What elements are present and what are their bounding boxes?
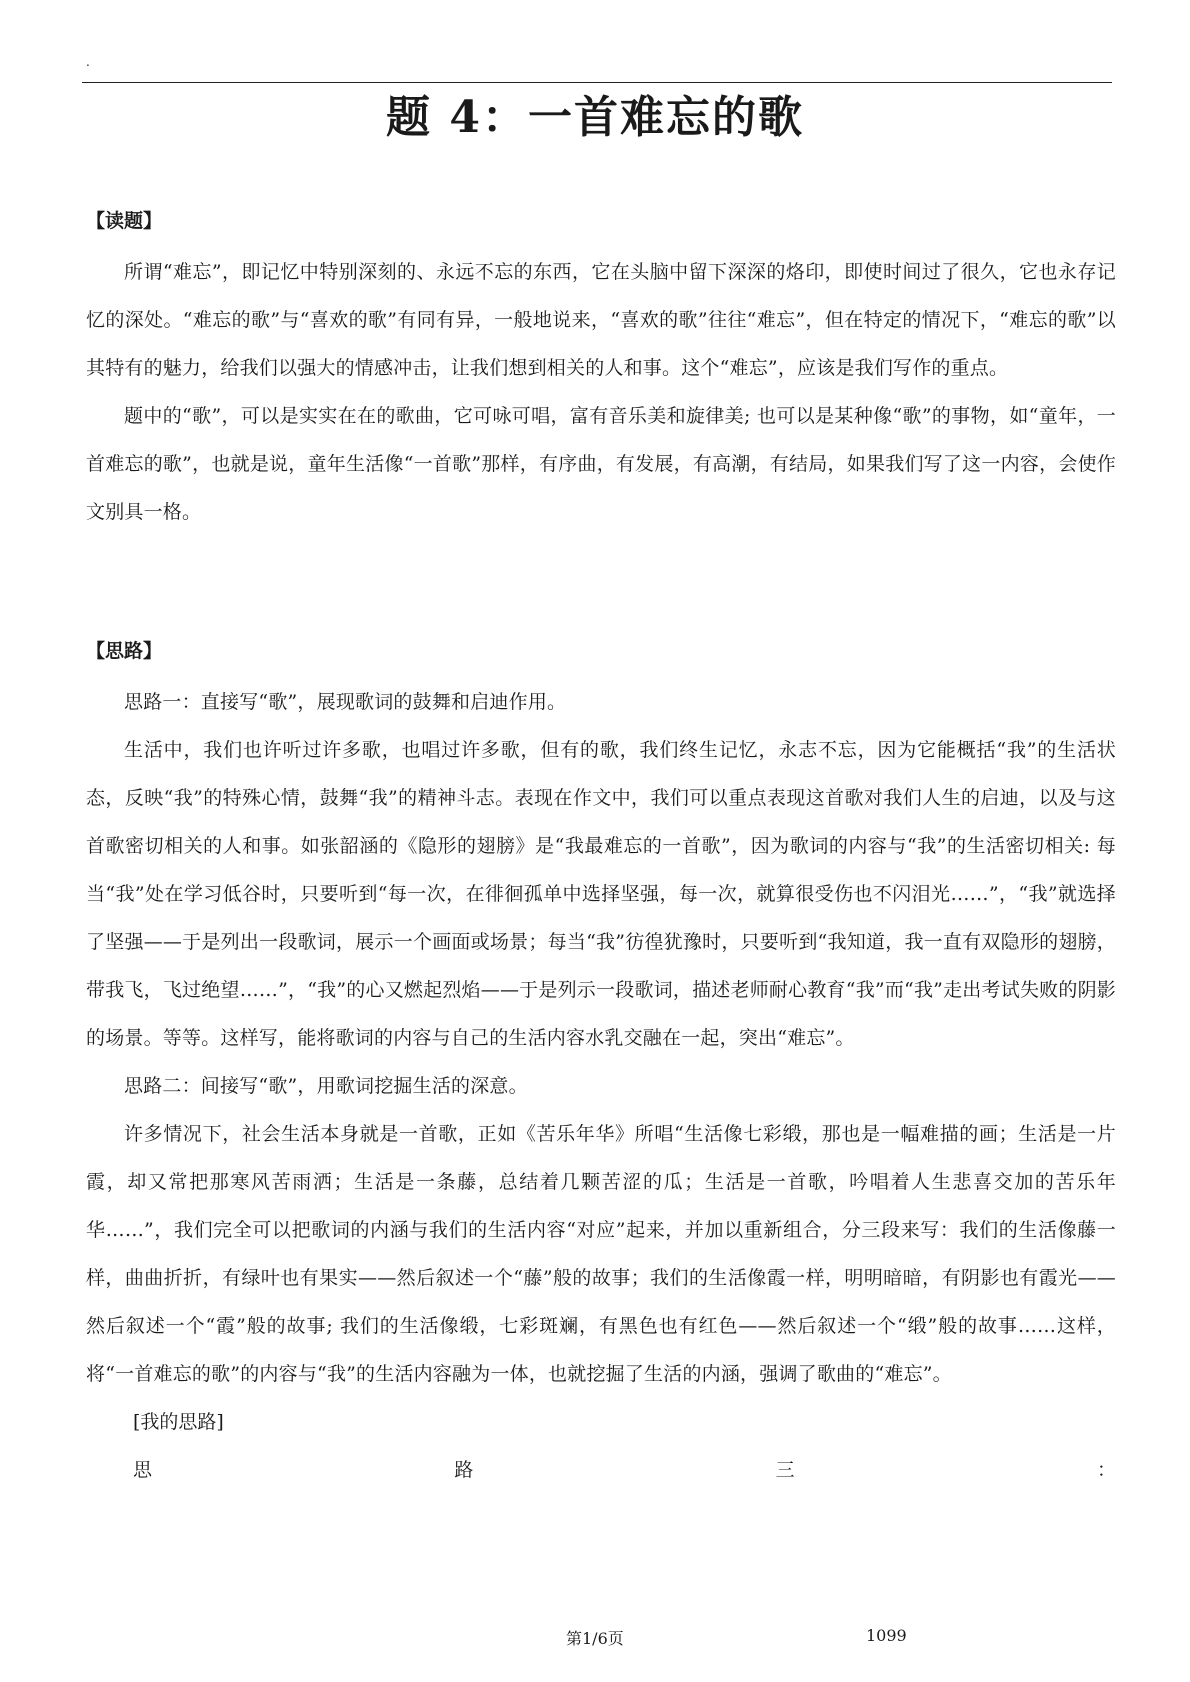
- header-mark: .: [86, 55, 90, 69]
- think-paragraph-4: 许多情况下，社会生活本身就是一首歌，正如《苦乐年华》所唱“生活像七彩缎，那也是一幅难描的画；生活是一片霞，却又常把那寒风苦雨洒；生活是一条藤，总结着几颗苦涩的瓜；生活是一首歌，吟唱着人生悲喜交加的苦乐年华……”，我们完全可以把歌词的内涵与我们的生活内容“对应”起来，并加以重新组合，分三段来写：我们的生活像藤一样，曲曲折折，有绿叶也有果实——然后叙述一个“藤”般的故事；我们的生活像霞一样，明明暗暗，有阴影也有霞光——然后叙述一个“霞”般的故事; 我们的生活像缎，七彩斑斓，有黑色也有红色——然后叙述一个“缎”般的故事……这样，将“一首难忘的歌”的内容与“我”的生活内容融为一体，也就挖掘了生活的内涵，强调了歌曲的“难忘”。: [86, 1123, 1116, 1385]
- read-heading: 【读题】: [86, 210, 163, 232]
- header-rule: [82, 82, 1112, 83]
- read-section: [86, 208, 1116, 536]
- document-code: 1099: [866, 1626, 907, 1645]
- think-three-char-2: 路: [454, 1459, 474, 1481]
- page-title: 题 4：一首难忘的歌: [386, 92, 804, 143]
- think-three-char-1: 思: [133, 1459, 153, 1481]
- page-number: 第1/6页: [566, 1629, 624, 1648]
- think-section: [86, 638, 1116, 1494]
- read-paragraph-1: 所谓“难忘”，即记忆中特别深刻的、永远不忘的东西，它在头脑中留下深深的烙印，即使时间过了很久，它也永存记忆的深处。“难忘的歌”与“喜欢的歌”有同有异，一般地说来，“喜欢的歌”往往“难忘”，但在特定的情况下，“难忘的歌”以其特有的魅力，给我们以强大的情感冲击，让我们想到相关的人和事。这个“难忘”，应该是我们写作的重点。: [86, 261, 1116, 379]
- think-three-char-3: 三: [775, 1459, 795, 1481]
- think-paragraph-1: 思路一：直接写“歌”，展现歌词的鼓舞和启迪作用。: [124, 691, 567, 713]
- read-paragraph-2: 题中的“歌”，可以是实实在在的歌曲，它可咏可唱，富有音乐美和旋律美; 也可以是某种像“歌”的事物，如“童年，一首难忘的歌”，也就是说，童年生活像“一首歌”那样，有序曲，有发展，有高潮，有结局，如果我们写了这一内容，会使作文别具一格。: [86, 405, 1116, 523]
- my-think-label: [我的思路]: [133, 1411, 224, 1433]
- think-three-char-4: ：: [1096, 1459, 1116, 1481]
- think-paragraph-2: 生活中，我们也许听过许多歌，也唱过许多歌，但有的歌，我们终生记忆，永志不忘，因为它能概括“我”的生活状态，反映“我”的特殊心情，鼓舞“我”的精神斗志。表现在作文中，我们可以重点表现这首歌对我们人生的启迪，以及与这首歌密切相关的人和事。如张韶涵的《隐形的翅膀》是“我最难忘的一首歌”，因为歌词的内容与“我”的生活密切相关: 每当“我”处在学习低谷时，只要听到“每一次，在徘徊孤单中选择坚强，每一次，就算很受伤也不闪泪光……”，“我”就选择了坚强——于是列出一段歌词，展示一个画面或场景；每当“我”彷徨犹豫时，只要听到“我知道，我一直有双隐形的翅膀，带我飞，飞过绝望……”，“我”的心又燃起烈焰——于是列示一段歌词，描述老师耐心教育“我”而“我”走出考试失败的阴影的场景。等等。这样写，能将歌词的内容与自己的生活内容水乳交融在一起，突出“难忘”。: [86, 739, 1116, 1049]
- think-three-line: [86, 1446, 1116, 1494]
- think-paragraph-3: 思路二：间接写“歌”，用歌词挖掘生活的深意。: [124, 1075, 528, 1097]
- think-heading: 【思路】: [86, 640, 163, 662]
